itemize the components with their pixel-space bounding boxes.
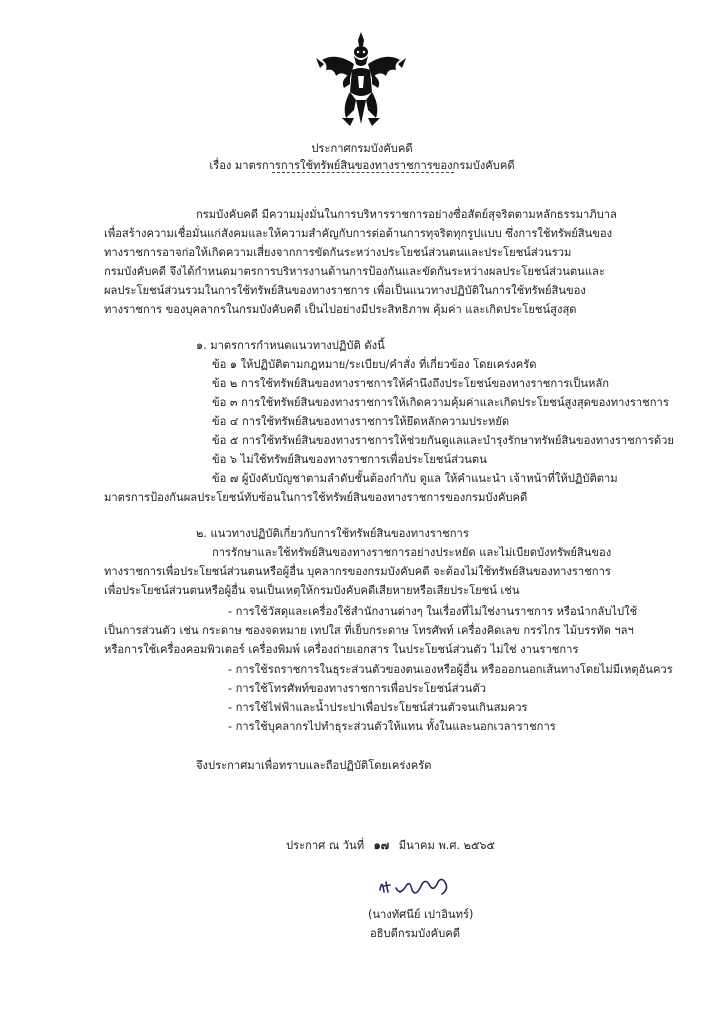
section2-bullet-5: - การใช้บุคลากรไปทำธุระส่วนตัวให้แทน ทั้งในและนอกเวลาราชการ — [228, 720, 556, 733]
section2-bullet-3: - การใช้โทรศัพท์ของทางราชการเพื่อประโยชน์ส่วนตัว — [228, 682, 487, 695]
section1-item-7: ข้อ ๗ ผู้บังคับบัญชาตามลำดับชั้นต้องกำกับ ดูแล ให้คำแนะนำ เจ้าหน้าที่ให้ปฏิบัติตาม — [212, 472, 618, 485]
handwritten-signature-icon — [376, 872, 456, 900]
announcement-subject: เรื่อง มาตรการการใช้ทรัพย์สินของทางราชการของกรมบังคับคดี — [209, 159, 515, 172]
intro-line-3: ทางราชการอาจก่อให้เกิดความเสี่ยงจากการขัดกันระหว่างประโยชน์ส่วนตนและประโยชน์ส่วนรวม — [104, 246, 572, 259]
section2-para-line-1: การรักษาและใช้ทรัพย์สินของทางราชการอย่างประหยัด และไม่เบียดบังทรัพย์สินของ — [212, 546, 612, 559]
section1-item-2: ข้อ ๒ การใช้ทรัพย์สินของทางราชการให้คำนึงถึงประโยชน์ของทางราชการเป็นหลัก — [212, 377, 610, 390]
garuda-emblem-icon — [314, 30, 408, 130]
section2-bullet1-line-3: หรือการใช้เครื่องคอมพิวเตอร์ เครื่องพิมพ์ เครื่องถ่ายเอกสาร ในประโยชน์ส่วนตัว ไม่ใช่ งานราชการ — [104, 643, 579, 656]
section2-para-line-2: ทางราชการเพื่อประโยชน์ส่วนตนหรือผู้อื่น บุคลากรของกรมบังคับคดี จะต้องไม่ใช้ทรัพย์สินของทางราชการ — [104, 565, 611, 578]
intro-line-4: กรมบังคับคดี จึงได้กำหนดมาตรการบริหารงานด้านการป้องกันและขัดกันระหว่างผลประโยชน์ส่วนตนและ — [104, 265, 605, 278]
intro-line-6: ทางราชการ ของบุคลากรในกรมบังคับคดี เป็นไปอย่างมีประสิทธิภาพ คุ้มค่า และเกิดประโยชน์สูงสุด — [104, 303, 577, 316]
section2-bullet-2: - การใช้รถราชการในธุระส่วนตัวของตนเองหรือผู้อื่น หรือออกนอกเส้นทางโดยไม่มีเหตุอันควร — [228, 663, 673, 676]
dateline — [286, 838, 495, 854]
signer-name: (นางทัศนีย์ เปาอินทร์) — [368, 908, 474, 921]
section1-item-5: ข้อ ๕ การใช้ทรัพย์สินของทางราชการให้ช่วยกันดูแลและบำรุงรักษาทรัพย์สินของทางราชการด้วย — [212, 434, 674, 447]
intro-line-1: กรมบังคับคดี มีความมุ่งมั่นในการบริหารราชการอย่างซื่อสัตย์สุจริตตามหลักธรรมาภิบาล — [196, 208, 617, 221]
closing-line: จึงประกาศมาเพื่อทราบและถือปฏิบัติโดยเคร่งครัด — [196, 759, 432, 772]
dateline-month-year: มีนาคม พ.ศ. ๒๕๖๕ — [398, 839, 495, 852]
section2-bullet1-line-1: - การใช้วัสดุและเครื่องใช้สำนักงานต่างๆ ในเรื่องที่ไม่ใช่งานราชการ หรือนำกลับไปใช้ — [228, 605, 638, 618]
signer-position: อธิบดีกรมบังคับคดี — [370, 927, 460, 940]
intro-line-5: ผลประโยชน์ส่วนรวมในการใช้ทรัพย์สินของทางราชการ เพื่อเป็นแนวทางปฏิบัติในการใช้ทรัพย์สินของ — [104, 284, 586, 297]
section2-bullet1-line-2: เป็นการส่วนตัว เช่น กระดาษ ซองจดหมาย เทปใส ที่เย็บกระดาษ โทรศัพท์ เครื่องคิดเลข กรรไกร ไม้บรรทัด ฯลฯ — [104, 624, 634, 637]
dateline-prefix: ประกาศ ณ วันที่ — [286, 839, 365, 852]
section1-item-7-cont: มาตรการป้องกันผลประโยชน์ทับซ้อนในการใช้ทรัพย์สินของทางราชการของกรมบังคับคดี — [104, 491, 528, 504]
section2-bullet-4: - การใช้ไฟฟ้าและน้ำประปาเพื่อประโยชน์ส่วนตัวจนเกินสมควร — [228, 701, 528, 714]
announcement-title: ประกาศกรมบังคับคดี — [311, 142, 413, 155]
section1-item-1: ข้อ ๑ ให้ปฏิบัติตามกฎหมาย/ระเบียบ/คำสั่ง ที่เกี่ยวข้อง โดยเคร่งครัด — [212, 358, 537, 371]
intro-line-2: เพื่อสร้างความเชื่อมั่นแก่สังคมและให้ความสำคัญกับการต่อต้านการทุจริตทุกรูปแบบ ซึ่งการใช้ทรัพย์สินของ — [104, 227, 613, 240]
section2-para-line-3: เพื่อประโยชน์ส่วนตนหรือผู้อื่น จนเป็นเหตุให้กรมบังคับคดีเสียหายหรือเสียประโยชน์ เช่น — [104, 584, 520, 597]
section1-item-4: ข้อ ๔ การใช้ทรัพย์สินของทางราชการให้ยึดหลักความประหยัด — [212, 415, 510, 428]
section1-item-6: ข้อ ๖ ไม่ใช้ทรัพย์สินของทางราชการเพื่อประโยชน์ส่วนตน — [212, 453, 487, 466]
section1-heading: ๑. มาตรการกำหนดแนวทางปฏิบัติ ดังนี้ — [196, 339, 385, 352]
section1-item-3: ข้อ ๓ การใช้ทรัพย์สินของทางราชการให้เกิดความคุ้มค่าและเกิดประโยชน์สูงสุดของทางราชการ — [212, 396, 669, 409]
separator-line — [272, 172, 454, 173]
dateline-day: ๑๗ — [373, 839, 390, 852]
section2-heading: ๒. แนวทางปฏิบัติเกี่ยวกับการใช้ทรัพย์สินของทางราชการ — [196, 527, 469, 540]
